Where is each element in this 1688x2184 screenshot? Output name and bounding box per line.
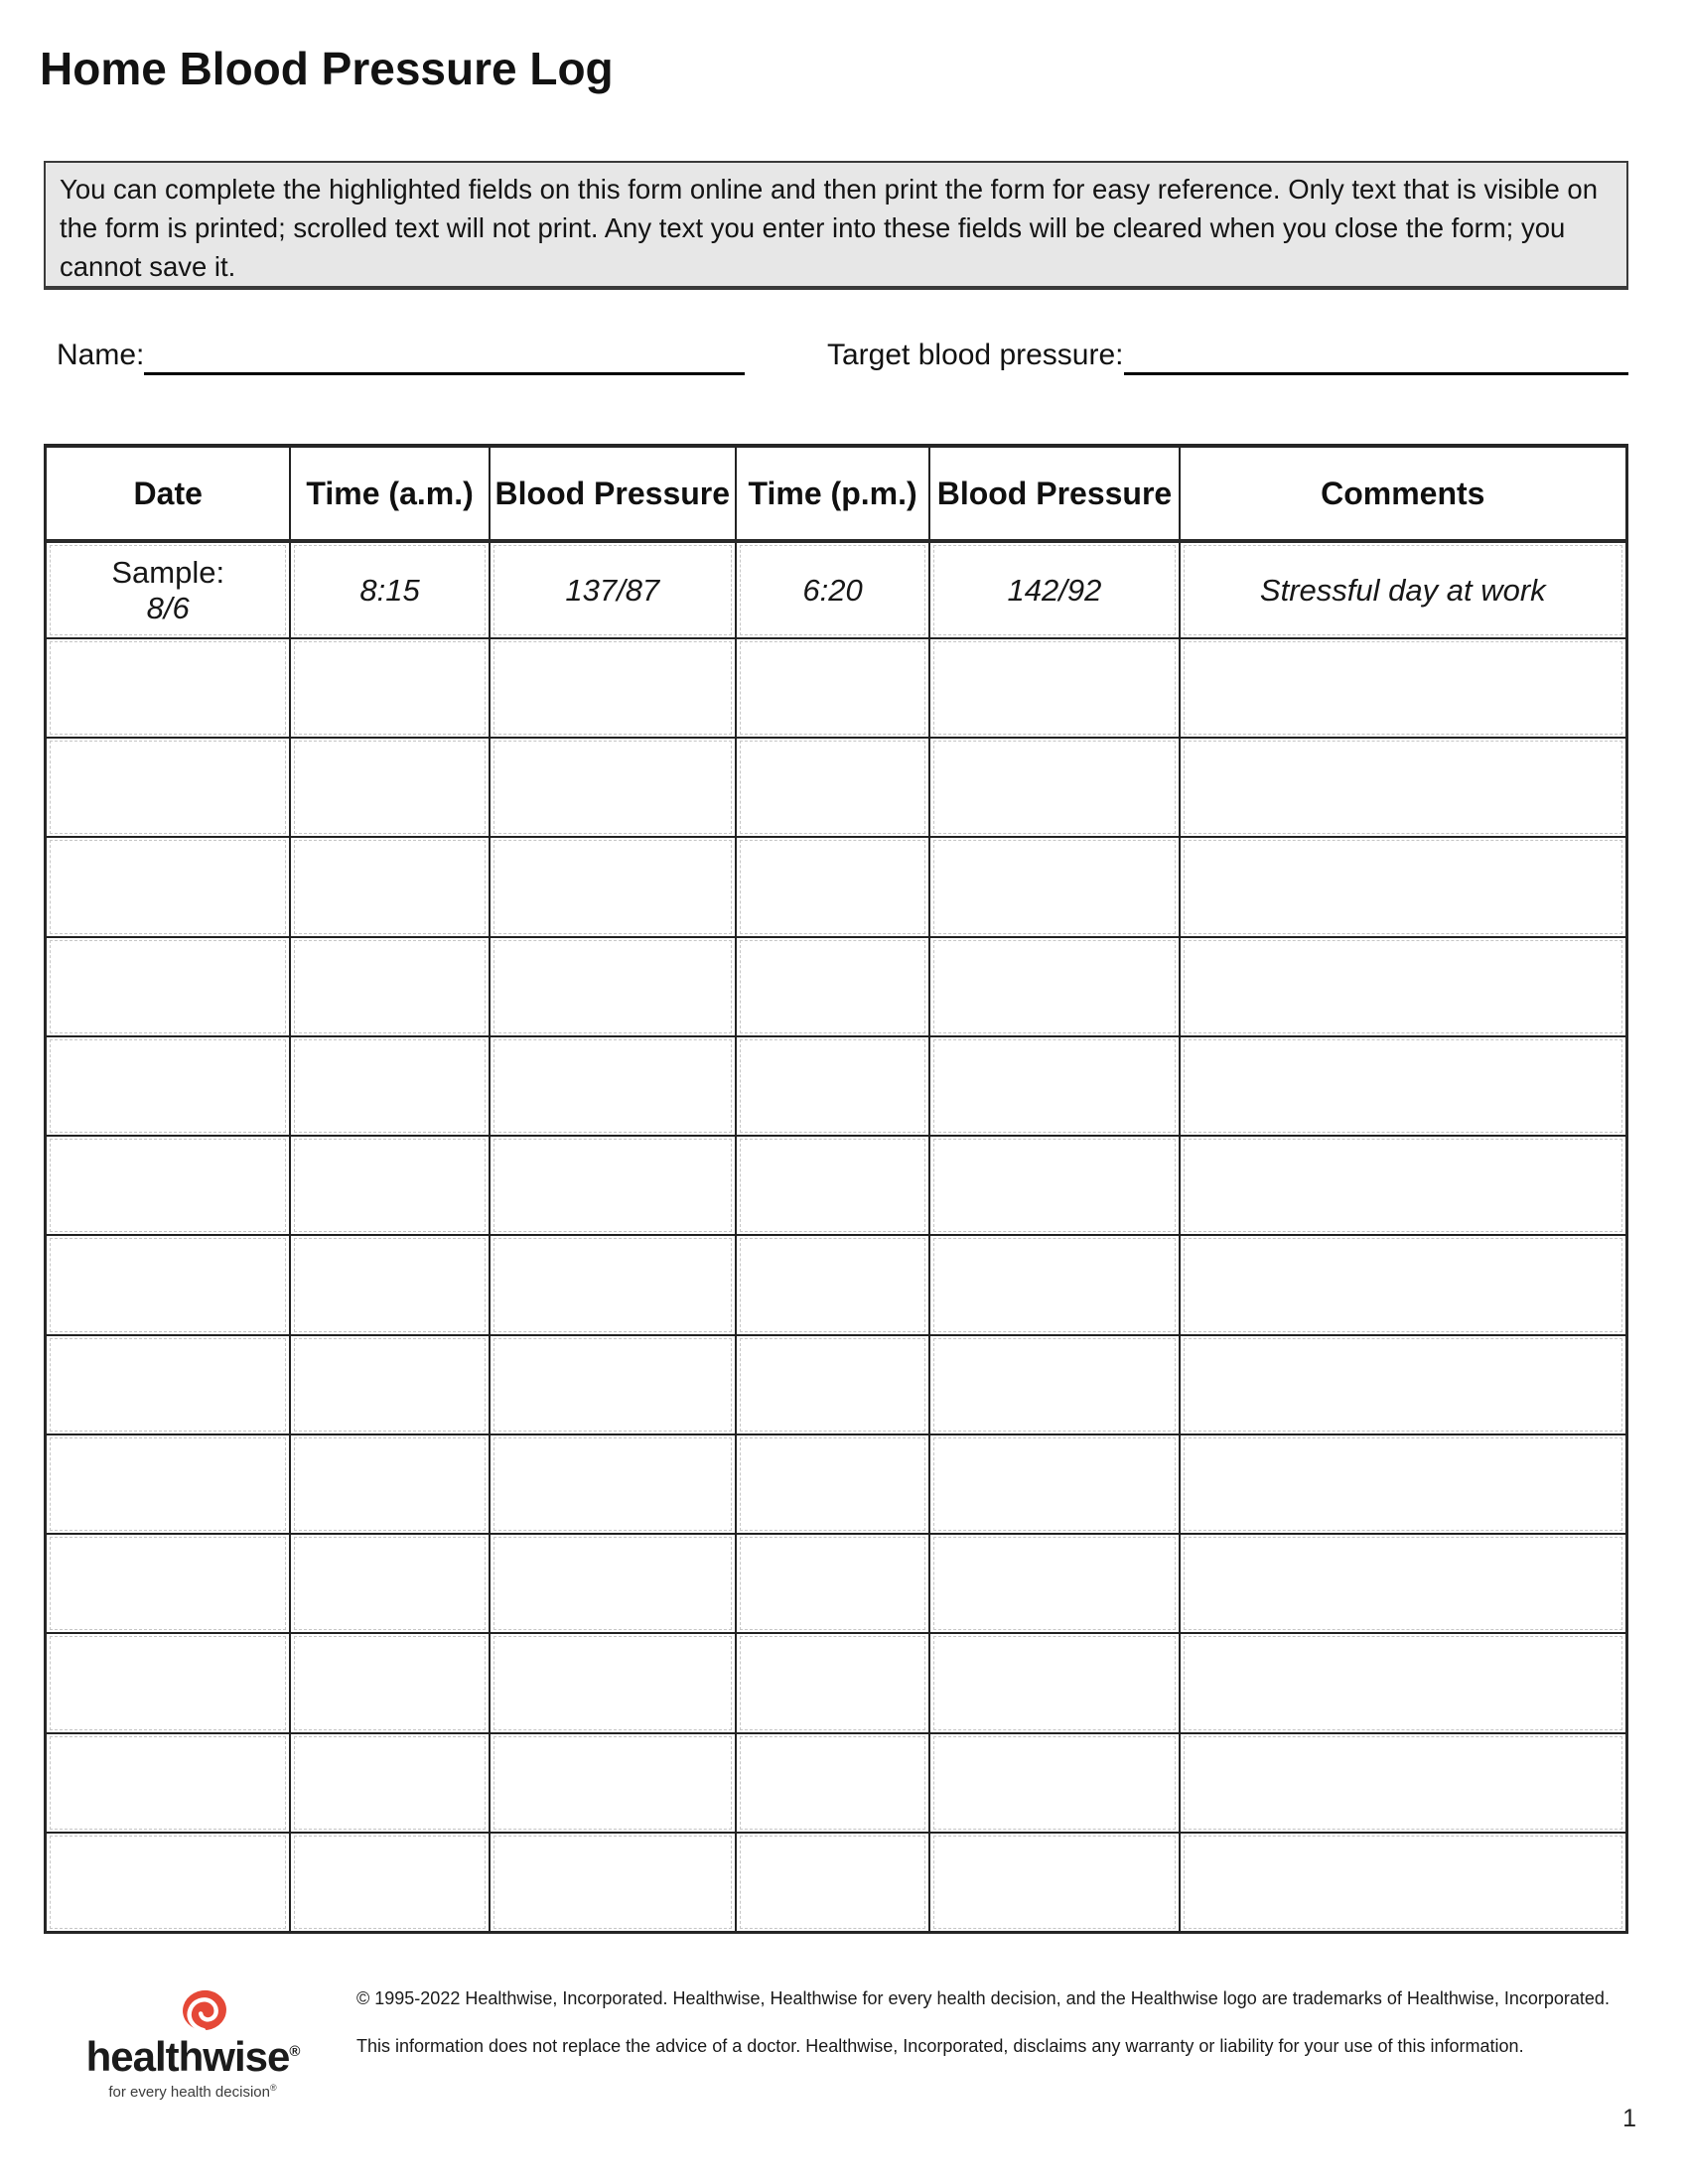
field-outline <box>740 1238 926 1331</box>
field-outline <box>933 741 1175 834</box>
field-outline <box>933 1636 1175 1729</box>
field-outline <box>740 1736 926 1830</box>
field-outline <box>50 1636 286 1729</box>
healthwise-swirl-icon <box>181 1989 228 2033</box>
header-bp-pm: Blood Pressure <box>930 448 1180 539</box>
time-am-input-cell[interactable] <box>291 1535 490 1632</box>
field-outline <box>294 641 485 735</box>
sample-time-am-value: 8:15 <box>359 572 420 608</box>
bp-am-input-cell[interactable] <box>491 1634 737 1731</box>
sample-bp-am-cell <box>491 543 737 637</box>
time-am-input-cell[interactable] <box>291 1834 490 1931</box>
date-input-cell[interactable] <box>47 1435 291 1533</box>
field-outline <box>933 641 1175 735</box>
field-outline <box>50 940 286 1033</box>
field-outline <box>1184 1338 1622 1432</box>
bp-am-input-cell[interactable] <box>491 1834 737 1931</box>
field-outline <box>740 1537 926 1630</box>
registered-mark: ® <box>269 2083 277 2093</box>
time-pm-input-cell[interactable] <box>737 1834 931 1931</box>
table-header-row <box>47 448 1625 543</box>
field-outline <box>740 1338 926 1432</box>
bp-pm-input-cell[interactable] <box>930 1236 1180 1333</box>
field-outline <box>1184 1736 1622 1830</box>
time-pm-input-cell[interactable] <box>737 1137 931 1234</box>
field-outline <box>50 1836 286 1929</box>
field-outline <box>493 1736 732 1830</box>
bp-pm-input-cell[interactable] <box>930 1535 1180 1632</box>
bp-pm-input-cell[interactable] <box>930 1634 1180 1731</box>
field-outline <box>493 1437 732 1531</box>
field-outline <box>933 1238 1175 1331</box>
field-outline <box>50 1736 286 1830</box>
log-entry-row <box>47 1734 1625 1834</box>
name-field[interactable] <box>144 338 745 375</box>
field-outline <box>740 940 926 1033</box>
field-outline <box>740 1139 926 1232</box>
logo-tagline: for every health decision® <box>108 2083 277 2101</box>
target-bp-field[interactable] <box>1124 338 1628 375</box>
copyright-text: © 1995-2022 Healthwise, Incorporated. Healthwise, Healthwise for every health decision, and the Healthwise logo are trademarks of Healthwise, Incorporated. <box>356 1988 1610 2008</box>
date-input-cell[interactable] <box>47 1834 291 1931</box>
sample-bp-pm-cell <box>930 543 1180 637</box>
target-bp-field-group <box>827 338 1628 375</box>
field-outline <box>933 1836 1175 1929</box>
bp-pm-input-cell[interactable] <box>930 1435 1180 1533</box>
bp-am-input-cell[interactable] <box>491 838 737 935</box>
field-outline <box>933 1039 1175 1133</box>
sample-time-pm-cell <box>737 543 931 637</box>
date-input-cell[interactable] <box>47 1634 291 1731</box>
header-bp-am: Blood Pressure <box>491 448 737 539</box>
logo-wordmark: healthwise® <box>85 2033 300 2080</box>
form-instructions-notice <box>44 161 1628 290</box>
field-outline <box>294 940 485 1033</box>
header-time-pm: Time (p.m.) <box>737 448 931 539</box>
log-entry-row <box>47 1336 1625 1435</box>
date-input-cell[interactable] <box>47 1037 291 1135</box>
field-outline <box>50 840 286 933</box>
time-pm-input-cell[interactable] <box>737 1535 931 1632</box>
time-pm-input-cell[interactable] <box>737 938 931 1035</box>
notice-text: You can complete the highlighted fields on this form online and then print the form for easy reference. Only text that is visible on the form is printed; scrolled text will not print. Any text you enter into these fields will be cleared when you close the form; you cannot save it. <box>60 174 1599 282</box>
field-outline <box>1184 940 1622 1033</box>
field-outline <box>933 840 1175 933</box>
field-outline <box>493 940 732 1033</box>
bp-pm-input-cell[interactable] <box>930 938 1180 1035</box>
footer-legal-text <box>356 1985 1632 2059</box>
field-outline <box>933 1437 1175 1531</box>
name-label: Name: <box>57 339 145 371</box>
sample-bp-pm-value: 142/92 <box>1007 572 1102 608</box>
field-outline <box>1184 641 1622 735</box>
time-am-input-cell[interactable] <box>291 639 490 737</box>
date-input-cell[interactable] <box>47 838 291 935</box>
date-input-cell[interactable] <box>47 1137 291 1234</box>
sample-date-cell <box>47 543 291 637</box>
time-am-input-cell[interactable] <box>291 1336 490 1433</box>
field-outline <box>493 1139 732 1232</box>
comments-input-cell[interactable] <box>1181 639 1625 737</box>
time-pm-input-cell[interactable] <box>737 739 931 836</box>
date-input-cell[interactable] <box>47 938 291 1035</box>
field-outline <box>50 1537 286 1630</box>
date-input-cell[interactable] <box>47 1236 291 1333</box>
header-date: Date <box>47 448 291 539</box>
time-pm-input-cell[interactable] <box>737 1236 931 1333</box>
log-entry-row <box>47 1037 1625 1137</box>
field-outline <box>294 1238 485 1331</box>
bp-am-input-cell[interactable] <box>491 938 737 1035</box>
time-am-input-cell[interactable] <box>291 739 490 836</box>
page-title: Home Blood Pressure Log <box>40 43 614 94</box>
field-outline <box>294 1636 485 1729</box>
comments-input-cell[interactable] <box>1181 1236 1625 1333</box>
comments-input-cell[interactable] <box>1181 1634 1625 1731</box>
field-outline <box>50 1238 286 1331</box>
field-outline <box>50 1039 286 1133</box>
comments-input-cell[interactable] <box>1181 838 1625 935</box>
identity-fields-row <box>0 338 1688 381</box>
field-outline <box>493 1836 732 1929</box>
field-outline <box>933 940 1175 1033</box>
time-am-input-cell[interactable] <box>291 1236 490 1333</box>
sample-date-value: 8/6 <box>146 590 190 625</box>
sample-row <box>47 543 1625 639</box>
field-outline <box>294 1338 485 1432</box>
header-time-am: Time (a.m.) <box>291 448 490 539</box>
comments-input-cell[interactable] <box>1181 739 1625 836</box>
field-outline <box>740 840 926 933</box>
time-am-input-cell[interactable] <box>291 838 490 935</box>
field-outline <box>933 1736 1175 1830</box>
page-number: 1 <box>1622 2105 1636 2132</box>
comments-input-cell[interactable] <box>1181 1834 1625 1931</box>
field-outline <box>1184 1039 1622 1133</box>
registered-mark: ® <box>289 2043 300 2060</box>
field-outline <box>493 1039 732 1133</box>
time-pm-input-cell[interactable] <box>737 1336 931 1433</box>
field-outline <box>294 1139 485 1232</box>
bp-pm-input-cell[interactable] <box>930 739 1180 836</box>
comments-input-cell[interactable] <box>1181 1435 1625 1533</box>
field-outline <box>1184 840 1622 933</box>
field-outline <box>294 1537 485 1630</box>
bp-am-input-cell[interactable] <box>491 1734 737 1832</box>
field-outline <box>294 741 485 834</box>
field-outline <box>740 1039 926 1133</box>
time-pm-input-cell[interactable] <box>737 1435 931 1533</box>
field-outline <box>50 741 286 834</box>
time-pm-input-cell[interactable] <box>737 1037 931 1135</box>
bp-pm-input-cell[interactable] <box>930 1834 1180 1931</box>
time-pm-input-cell[interactable] <box>737 1734 931 1832</box>
sample-time-pm-value: 6:20 <box>802 572 863 608</box>
field-outline <box>294 1039 485 1133</box>
field-outline <box>50 1139 286 1232</box>
log-entry-row <box>47 1834 1625 1931</box>
comments-input-cell[interactable] <box>1181 1734 1625 1832</box>
sample-bp-am-value: 137/87 <box>565 572 660 608</box>
blood-pressure-log-table <box>44 444 1628 1934</box>
field-outline <box>740 1836 926 1929</box>
log-entry-row <box>47 739 1625 838</box>
time-am-input-cell[interactable] <box>291 1734 490 1832</box>
bp-am-input-cell[interactable] <box>491 739 737 836</box>
field-outline <box>740 741 926 834</box>
bp-pm-input-cell[interactable] <box>930 1037 1180 1135</box>
comments-input-cell[interactable] <box>1181 1137 1625 1234</box>
field-outline <box>493 741 732 834</box>
date-input-cell[interactable] <box>47 639 291 737</box>
bp-am-input-cell[interactable] <box>491 1236 737 1333</box>
field-outline <box>493 1537 732 1630</box>
bp-am-input-cell[interactable] <box>491 1037 737 1135</box>
field-outline <box>493 840 732 933</box>
name-field-group <box>57 338 745 375</box>
comments-input-cell[interactable] <box>1181 1336 1625 1433</box>
field-outline <box>1184 1139 1622 1232</box>
field-outline <box>294 1836 485 1929</box>
log-entry-row <box>47 1435 1625 1535</box>
field-outline <box>493 1636 732 1729</box>
log-entry-row <box>47 938 1625 1037</box>
time-am-input-cell[interactable] <box>291 938 490 1035</box>
field-outline <box>933 1537 1175 1630</box>
date-input-cell[interactable] <box>47 1535 291 1632</box>
bp-pm-input-cell[interactable] <box>930 1137 1180 1234</box>
sample-date-prefix: Sample: <box>111 554 225 590</box>
bp-pm-input-cell[interactable] <box>930 838 1180 935</box>
time-pm-input-cell[interactable] <box>737 1634 931 1731</box>
log-entry-row <box>47 639 1625 739</box>
field-outline <box>740 1437 926 1531</box>
bp-am-input-cell[interactable] <box>491 639 737 737</box>
log-entry-row <box>47 1137 1625 1236</box>
comments-input-cell[interactable] <box>1181 1037 1625 1135</box>
field-outline <box>294 840 485 933</box>
bp-pm-input-cell[interactable] <box>930 1734 1180 1832</box>
header-comments: Comments <box>1321 475 1485 511</box>
healthwise-logo <box>77 1989 308 2101</box>
bp-pm-input-cell[interactable] <box>930 639 1180 737</box>
bp-am-input-cell[interactable] <box>491 1137 737 1234</box>
field-outline <box>1184 1636 1622 1729</box>
date-input-cell[interactable] <box>47 1734 291 1832</box>
date-input-cell[interactable] <box>47 1336 291 1433</box>
time-am-input-cell[interactable] <box>291 1435 490 1533</box>
field-outline <box>50 641 286 735</box>
time-am-input-cell[interactable] <box>291 1634 490 1731</box>
sample-comments-cell <box>1181 543 1625 637</box>
sample-comments-value: Stressful day at work <box>1259 572 1546 608</box>
disclaimer-text: This information does not replace the advice of a doctor. Healthwise, Incorporated, disclaims any warranty or liability for your use of this information. <box>356 2036 1524 2056</box>
field-outline <box>50 1338 286 1432</box>
field-outline <box>294 1736 485 1830</box>
field-outline <box>1184 1437 1622 1531</box>
sample-time-am-cell <box>291 543 490 637</box>
bp-am-input-cell[interactable] <box>491 1336 737 1433</box>
time-am-input-cell[interactable] <box>291 1137 490 1234</box>
field-outline <box>933 1338 1175 1432</box>
bp-pm-input-cell[interactable] <box>930 1336 1180 1433</box>
field-outline <box>493 1238 732 1331</box>
log-entry-row <box>47 1634 1625 1733</box>
field-outline <box>740 1636 926 1729</box>
log-entry-row <box>47 1236 1625 1335</box>
field-outline <box>294 1437 485 1531</box>
field-outline <box>50 1437 286 1531</box>
bp-am-input-cell[interactable] <box>491 1435 737 1533</box>
field-outline <box>1184 1238 1622 1331</box>
date-input-cell[interactable] <box>47 739 291 836</box>
log-entry-row <box>47 1535 1625 1634</box>
comments-input-cell[interactable] <box>1181 938 1625 1035</box>
time-am-input-cell[interactable] <box>291 1037 490 1135</box>
comments-input-cell[interactable] <box>1181 1535 1625 1632</box>
bp-am-input-cell[interactable] <box>491 1535 737 1632</box>
field-outline <box>740 641 926 735</box>
time-pm-input-cell[interactable] <box>737 639 931 737</box>
field-outline <box>1184 741 1622 834</box>
field-outline <box>493 641 732 735</box>
target-bp-label: Target blood pressure: <box>827 339 1124 371</box>
field-outline <box>1184 1836 1622 1929</box>
field-outline <box>493 1338 732 1432</box>
time-pm-input-cell[interactable] <box>737 838 931 935</box>
log-entry-row <box>47 838 1625 937</box>
field-outline <box>933 1139 1175 1232</box>
field-outline <box>1184 1537 1622 1630</box>
